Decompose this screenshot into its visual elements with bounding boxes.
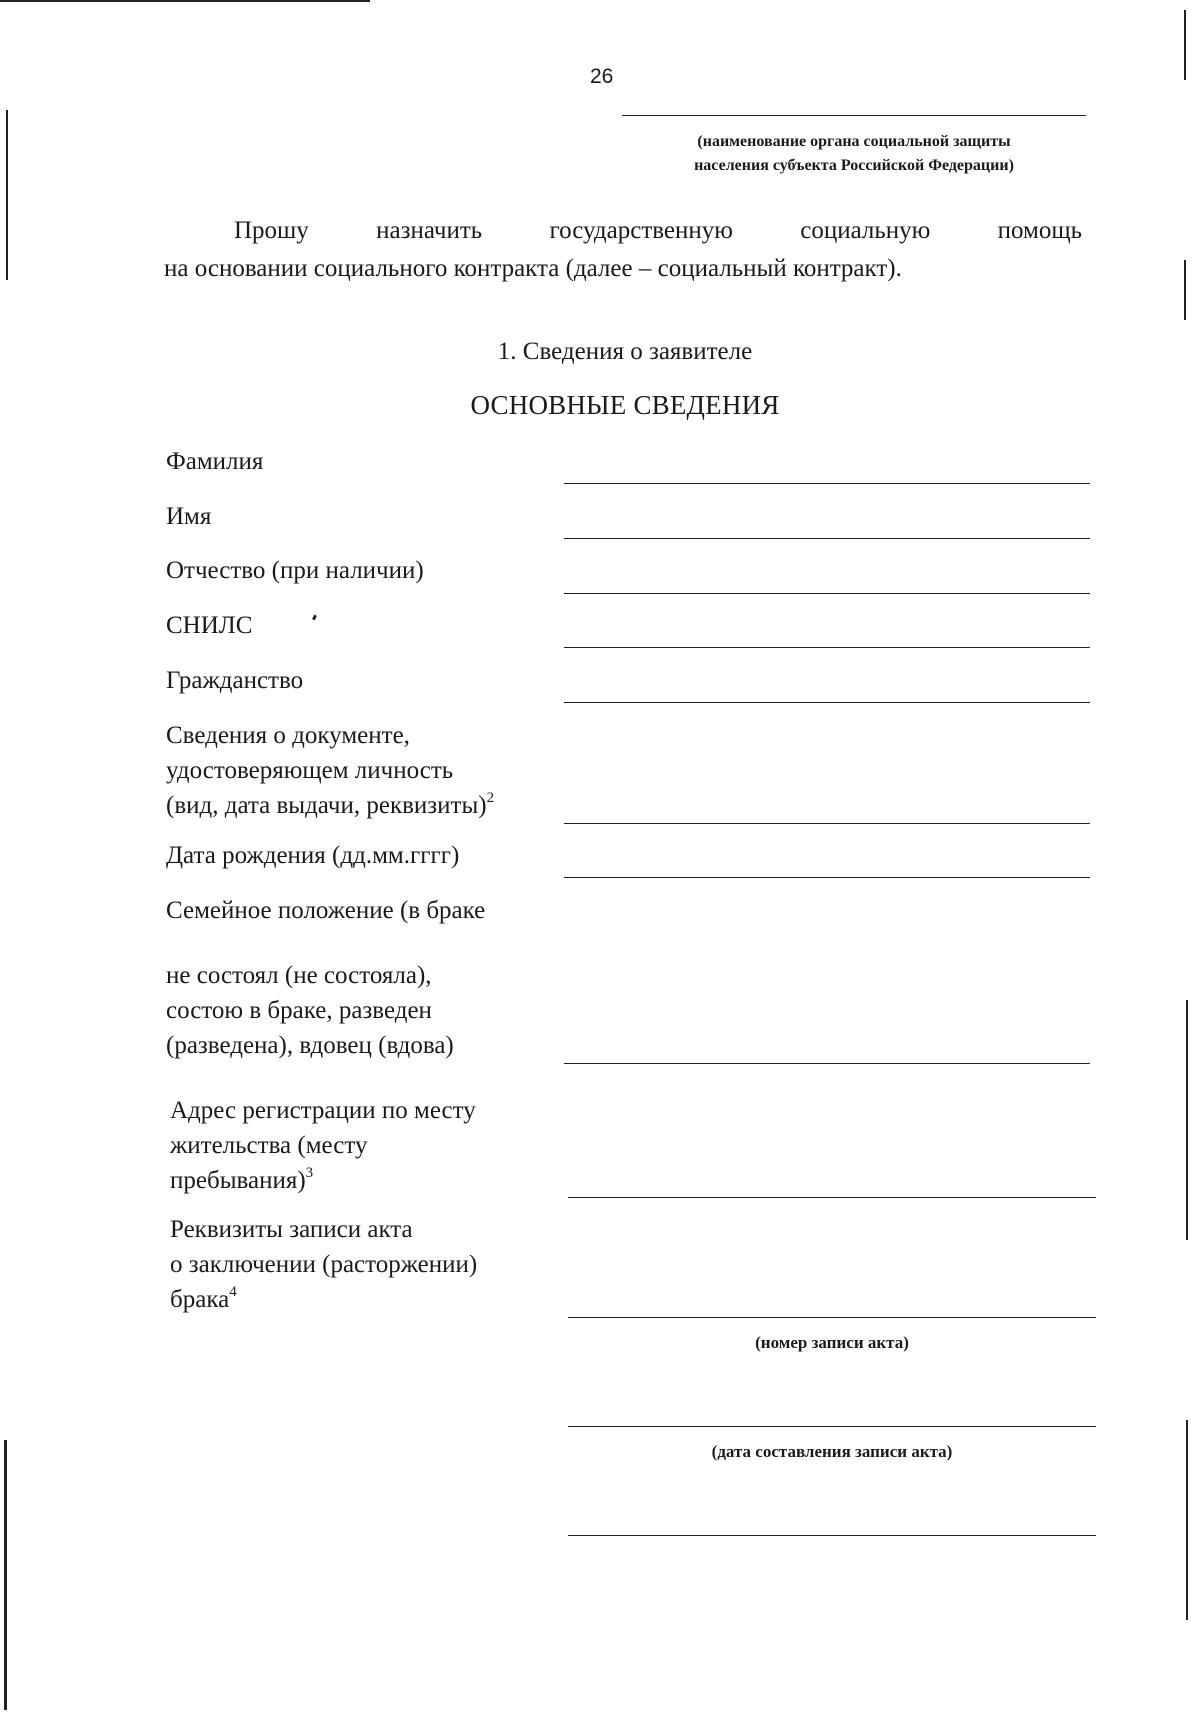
scan-edge-right (1186, 1000, 1188, 1240)
id-document-label-text: (вид, дата выдачи, реквизиты) (166, 792, 487, 819)
patronymic-label: Отчество (при наличии) (166, 557, 424, 584)
marital-status-option-line: не состоял (не состояла), (166, 962, 432, 989)
org-name-caption (622, 130, 1086, 178)
marital-status-option-line: (разведена), вдовец (вдова) (166, 1032, 454, 1059)
footnote-mark: 2 (486, 789, 495, 806)
subsection-title: ОСНОВНЫЕ СВЕДЕНИЯ (470, 390, 780, 420)
birth-date-field[interactable] (564, 877, 1090, 878)
scan-edge-right (1184, 260, 1186, 320)
surname-label: Фамилия (166, 448, 264, 475)
address-field[interactable] (568, 1197, 1096, 1198)
scan-edge-right (1186, 1420, 1188, 1620)
marriage-act-label-line: о заключении (расторжении) (170, 1251, 478, 1278)
snils-label: СНИЛС (166, 612, 253, 639)
scan-edge-left (4, 1440, 7, 1710)
name-field[interactable] (564, 538, 1090, 539)
footnote-mark: 4 (229, 1283, 237, 1300)
act-number-field[interactable] (568, 1317, 1096, 1318)
address-label-line (170, 1163, 570, 1198)
page-number: 26 (590, 65, 614, 88)
org-caption-line: (наименование органа социальной защиты (697, 133, 1011, 150)
marriage-act-label-line (170, 1282, 570, 1317)
act-date-field[interactable] (568, 1426, 1096, 1427)
scan-edge-right (1184, 10, 1186, 80)
citizenship-label: Гражданство (166, 667, 304, 694)
org-caption-line: населения субъекта Российской Федерации) (694, 157, 1014, 174)
section-title: 1. Сведения о заявителе (497, 338, 753, 365)
marital-status-label: Семейное положение (в браке (166, 897, 486, 924)
birth-date-label: Дата рождения (дд.мм.гггг) (166, 842, 460, 869)
scan-edge-left (6, 110, 8, 280)
id-document-label-line (166, 788, 566, 823)
marriage-act-label (170, 1212, 570, 1317)
address-label-line: Адрес регистрации по месту (170, 1097, 476, 1124)
id-document-label-line: удостоверяющем личность (166, 757, 454, 784)
request-paragraph (164, 212, 1082, 288)
org-name-line (622, 115, 1086, 116)
address-label (170, 1093, 570, 1198)
request-line: Прошу назначить государственную социальную помощь (234, 217, 1082, 244)
act-date-caption: (дата составления записи акта) (711, 1442, 953, 1461)
marriage-act-label-line: Реквизиты записи акта (170, 1216, 413, 1243)
address-label-text: пребывания) (170, 1167, 306, 1194)
marital-status-field[interactable] (564, 1063, 1090, 1064)
act-number-caption: (номер записи акта) (755, 1333, 909, 1352)
act-extra-field[interactable] (568, 1535, 1096, 1536)
marriage-act-label-text: брака (170, 1286, 230, 1313)
snils-field[interactable] (564, 647, 1090, 648)
marital-status-options (166, 958, 566, 1063)
id-document-field[interactable] (564, 823, 1090, 824)
id-document-label-line: Сведения о документе, (166, 722, 410, 749)
id-document-label (166, 718, 566, 823)
scan-edge-top (0, 0, 370, 2)
citizenship-field[interactable] (564, 702, 1090, 703)
patronymic-field[interactable] (564, 593, 1090, 594)
surname-field[interactable] (564, 483, 1090, 484)
request-line: на основании социального контракта (далее – социальный контракт). (164, 255, 902, 282)
footnote-mark: 3 (305, 1164, 314, 1181)
name-label: Имя (166, 503, 212, 530)
address-label-line: жительства (месту (170, 1132, 368, 1159)
marital-status-option-line: состою в браке, разведен (166, 997, 432, 1024)
